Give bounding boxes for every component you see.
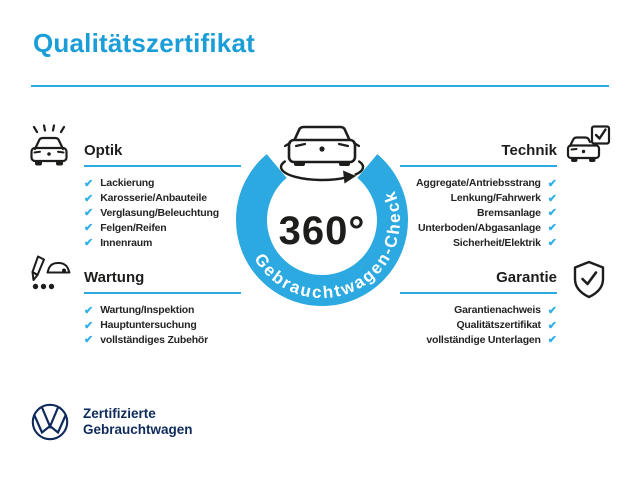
- item-label: Lenkung/Fahrwerk: [450, 192, 541, 205]
- section-title: Technik: [501, 142, 557, 159]
- check-icon: ✔: [84, 304, 94, 317]
- section-title: Wartung: [84, 269, 145, 286]
- section-title: Garantie: [496, 269, 557, 286]
- degrees-label: 360°: [278, 209, 366, 253]
- page-title: Qualitätszertifikat: [33, 28, 255, 58]
- item-label: Verglasung/Beleuchtung: [100, 206, 219, 219]
- check-icon: ✔: [547, 177, 557, 190]
- check-icon: ✔: [547, 319, 557, 332]
- check-icon: ✔: [84, 237, 94, 250]
- check-icon: ✔: [547, 304, 557, 317]
- check-icon: ✔: [84, 207, 94, 220]
- item-label: Aggregate/Antriebsstrang: [416, 177, 541, 190]
- section-title: Optik: [84, 142, 123, 159]
- item-label: vollständige Unterlagen: [426, 333, 541, 346]
- vw-logo-icon: [30, 402, 70, 442]
- item-label: Karosserie/Anbauteile: [100, 192, 207, 205]
- brand-lockup: [30, 402, 193, 442]
- car-rotate-icon: [281, 127, 363, 184]
- brand-line2: Gebrauchtwagen: [83, 422, 193, 437]
- check-icon: ✔: [547, 222, 557, 235]
- item-label: Wartung/Inspektion: [100, 304, 195, 317]
- check-icon: ✔: [84, 334, 94, 347]
- check-icon: ✔: [84, 319, 94, 332]
- item-label: Innenraum: [100, 236, 153, 249]
- check-icon: ✔: [84, 192, 94, 205]
- check-icon: ✔: [547, 207, 557, 220]
- check-icon: ✔: [547, 237, 557, 250]
- item-label: vollständiges Zubehör: [100, 333, 209, 346]
- item-label: Qualitätszertifikat: [456, 319, 541, 332]
- brand-text: [83, 406, 193, 438]
- item-label: Bremsanlage: [477, 206, 541, 219]
- check-icon: ✔: [84, 177, 94, 190]
- item-label: Felgen/Reifen: [100, 221, 167, 234]
- brand-line1: Zertifizierte: [83, 406, 156, 421]
- item-label: Sicherheit/Elektrik: [452, 236, 541, 249]
- check-icon: ✔: [84, 222, 94, 235]
- item-label: Hauptuntersuchung: [100, 319, 197, 332]
- check-icon: ✔: [547, 334, 557, 347]
- check-icon: ✔: [547, 192, 557, 205]
- item-label: Garantienachweis: [454, 304, 541, 317]
- item-label: Lackierung: [100, 177, 155, 190]
- item-label: Unterboden/Abgasanlage: [417, 221, 541, 234]
- ring-label: Gebrauchtwagen-Check: [250, 187, 405, 303]
